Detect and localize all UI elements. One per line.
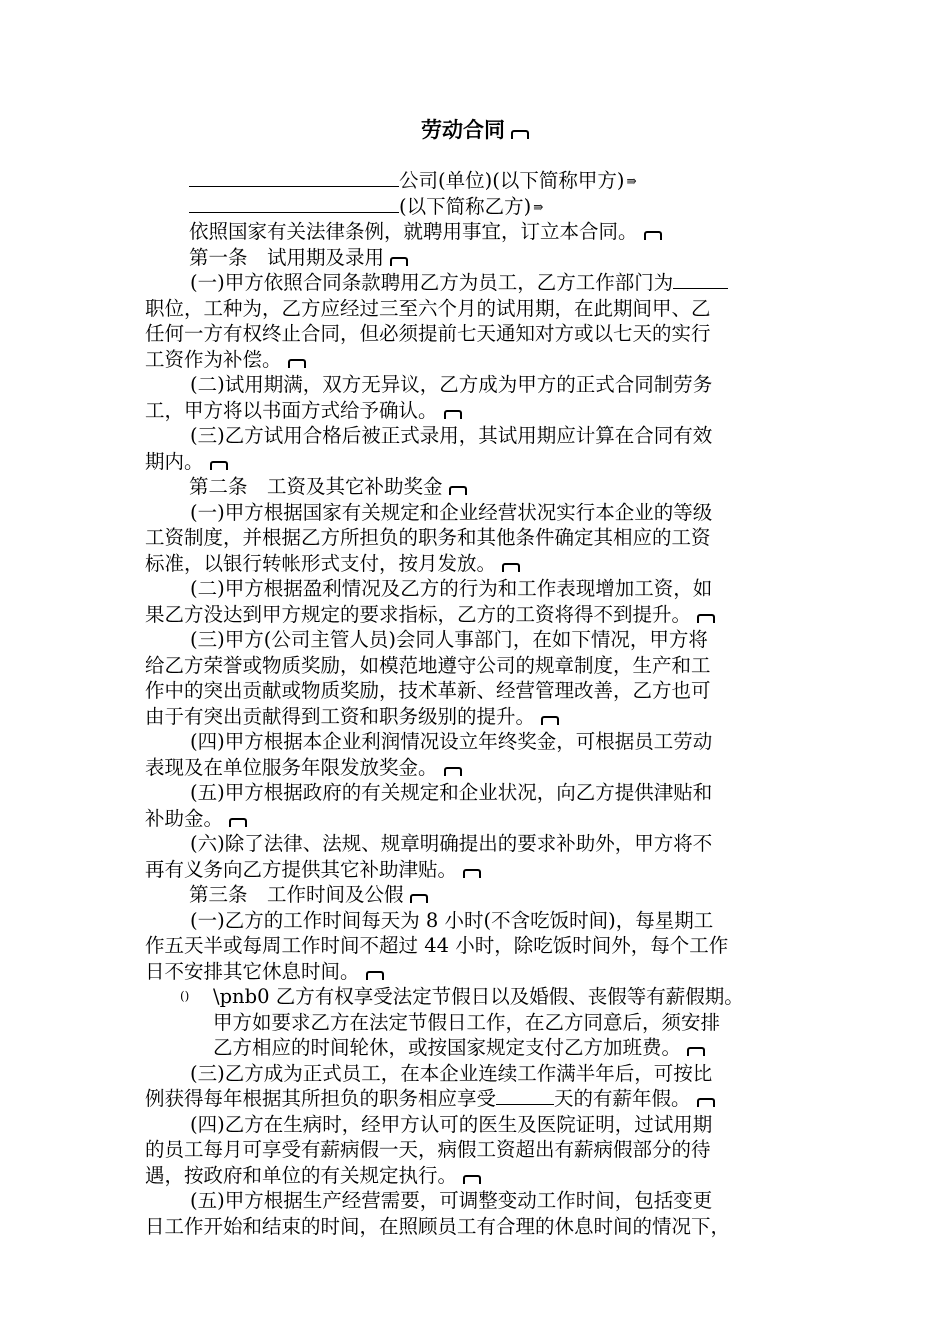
paragraph-line: 的员工每月可享受有薪病假一天，病假工资超出有薪病假部分的待: [145, 1138, 711, 1161]
paragraph-line: 果乙方没达到甲方规定的要求指标，乙方的工资将得不到提升。: [145, 602, 810, 628]
paragraph-line: (三)乙方试用合格后被正式录用，其试用期应计算在合同有效: [190, 424, 713, 447]
paragraph-line: (二)试用期满，双方无异议，乙方成为甲方的正式合同制劳务: [190, 373, 713, 396]
paragraph-line: (五)甲方根据政府的有关规定和企业状况，向乙方提供津贴和: [190, 781, 713, 804]
paragraph-mark-icon: [288, 359, 306, 368]
paragraph-line: 标准，以银行转帐形式支付，按月发放。: [145, 551, 810, 577]
paragraph-line: (一)乙方的工作时间每天为 8 小时(不含吃饭时间)，每星期工: [190, 908, 714, 932]
paragraph-line: 日工作开始和结束的时间，在照顾员工有合理的休息时间的情况下，: [145, 1214, 731, 1238]
list-item: () \pnb0 乙方有权享受法定节假日以及婚假、丧假等有薪假期。: [180, 985, 744, 1008]
line-break-mark-icon: ⇛: [626, 174, 637, 188]
paragraph-mark-icon: [444, 410, 462, 419]
paragraph-mark-icon: [444, 767, 462, 776]
paragraph-mark-icon: [463, 869, 481, 878]
department-blank: [673, 270, 728, 289]
paragraph-mark-icon: [463, 1175, 481, 1184]
party-b-line: (以下简称乙方) ⇛: [145, 194, 810, 220]
line-break-mark-icon: ⇛: [533, 199, 544, 214]
paragraph-mark-icon: [644, 231, 662, 240]
paragraph-line: 作五天半或每周工作时间不超过 44 小时，除吃饭时间外，每个工作: [145, 934, 729, 957]
paragraph-line: 工资制度，并根据乙方所担负的职务和其他条件确定其相应的工资: [145, 526, 711, 549]
paragraph-line: 由于有突出贡献得到工资和职务级别的提升。: [145, 704, 810, 730]
document-title: 劳动合同: [0, 116, 950, 144]
paragraph-line: (一)甲方依照合同条款聘用乙方为员工，乙方工作部门为: [145, 270, 810, 296]
paragraph-line: 工资作为补偿。: [145, 347, 810, 373]
paragraph-mark-icon: [697, 1098, 715, 1107]
paragraph-line: 给乙方荣誉或物质奖励，如模范地遵守公司的规章制度，生产和工: [145, 653, 711, 677]
paragraph-line: 作中的突出贡献或物质奖励，技术革新、经营管理改善，乙方也可: [145, 679, 711, 702]
list-bullet: (): [180, 989, 190, 1003]
article1-heading: 第一条 试用期及录用: [145, 245, 810, 271]
party-a-line: 公司(单位)(以下简称甲方) ⇛: [145, 168, 810, 194]
list-item-continuation: 甲方如要求乙方在法定节假日工作，在乙方同意后，须安排: [213, 1010, 721, 1034]
intro-paragraph: 依照国家有关法律条例，就聘用事宜，订立本合同。: [145, 219, 810, 245]
paragraph-line: 日不安排其它休息时间。: [145, 959, 810, 985]
paragraph-mark-icon: [511, 130, 529, 139]
paragraph-line: 再有义务向乙方提供其它补助津贴。: [145, 857, 810, 883]
paragraph-mark-icon: [410, 894, 428, 903]
paragraph-line: 例获得每年根据其所担负的职务相应享受 天的有薪年假。: [145, 1086, 810, 1112]
paragraph-mark-icon: [366, 971, 384, 980]
article2-heading: 第二条 工资及其它补助奖金: [145, 474, 810, 500]
paragraph-line: (三)甲方(公司主管人员)会同人事部门，在如下情况，甲方将: [190, 628, 708, 651]
article3-heading: 第三条 工作时间及公假: [145, 882, 810, 908]
paragraph-line: 任何一方有权终止合同，但必须提前七天通知对方或以七天的实行: [145, 322, 711, 345]
paragraph-line: (四)甲方根据本企业利润情况设立年终奖金，可根据员工劳动: [190, 730, 713, 753]
paragraph-line: 工，甲方将以书面方式给予确认。: [145, 398, 810, 424]
leave-days-blank: [496, 1086, 554, 1105]
list-item-continuation: 乙方相应的时间轮休，或按国家规定支付乙方加班费。: [145, 1035, 810, 1061]
paragraph-line: (六)除了法律、法规、规章明确提出的要求补助外，甲方将不: [190, 832, 713, 855]
paragraph-mark-icon: [502, 563, 520, 572]
party-b-blank: [189, 194, 399, 213]
paragraph-mark-icon: [229, 818, 247, 827]
paragraph-mark-icon: [390, 257, 408, 266]
paragraph-line: (五)甲方根据生产经营需要，可调整变动工作时间，包括变更: [190, 1189, 713, 1212]
paragraph-line: (一)甲方根据国家有关规定和企业经营状况实行本企业的等级: [190, 500, 713, 524]
paragraph-line: 遇，按政府和单位的有关规定执行。: [145, 1163, 810, 1189]
paragraph-line: (三)乙方成为正式员工，在本企业连续工作满半年后，可按比: [190, 1061, 713, 1085]
paragraph-mark-icon: [210, 461, 228, 470]
paragraph-mark-icon: [541, 716, 559, 725]
paragraph-line: 补助金。: [145, 806, 810, 832]
paragraph-line: (四)乙方在生病时，经甲方认可的医生及医院证明，过试用期: [190, 1112, 713, 1136]
paragraph-mark-icon: [687, 1047, 705, 1056]
paragraph-mark-icon: [697, 614, 715, 623]
paragraph-line: 职位，工种为，乙方应经过三至六个月的试用期，在此期间甲、乙: [145, 296, 711, 320]
paragraph-line: (二)甲方根据盈利情况及乙方的行为和工作表现增加工资，如: [190, 577, 713, 600]
paragraph-line: 期内。: [145, 449, 810, 475]
paragraph-mark-icon: [449, 486, 467, 495]
party-a-blank: [189, 168, 399, 187]
document-body: [145, 168, 810, 1239]
paragraph-line: 表现及在单位服务年限发放奖金。: [145, 755, 810, 781]
